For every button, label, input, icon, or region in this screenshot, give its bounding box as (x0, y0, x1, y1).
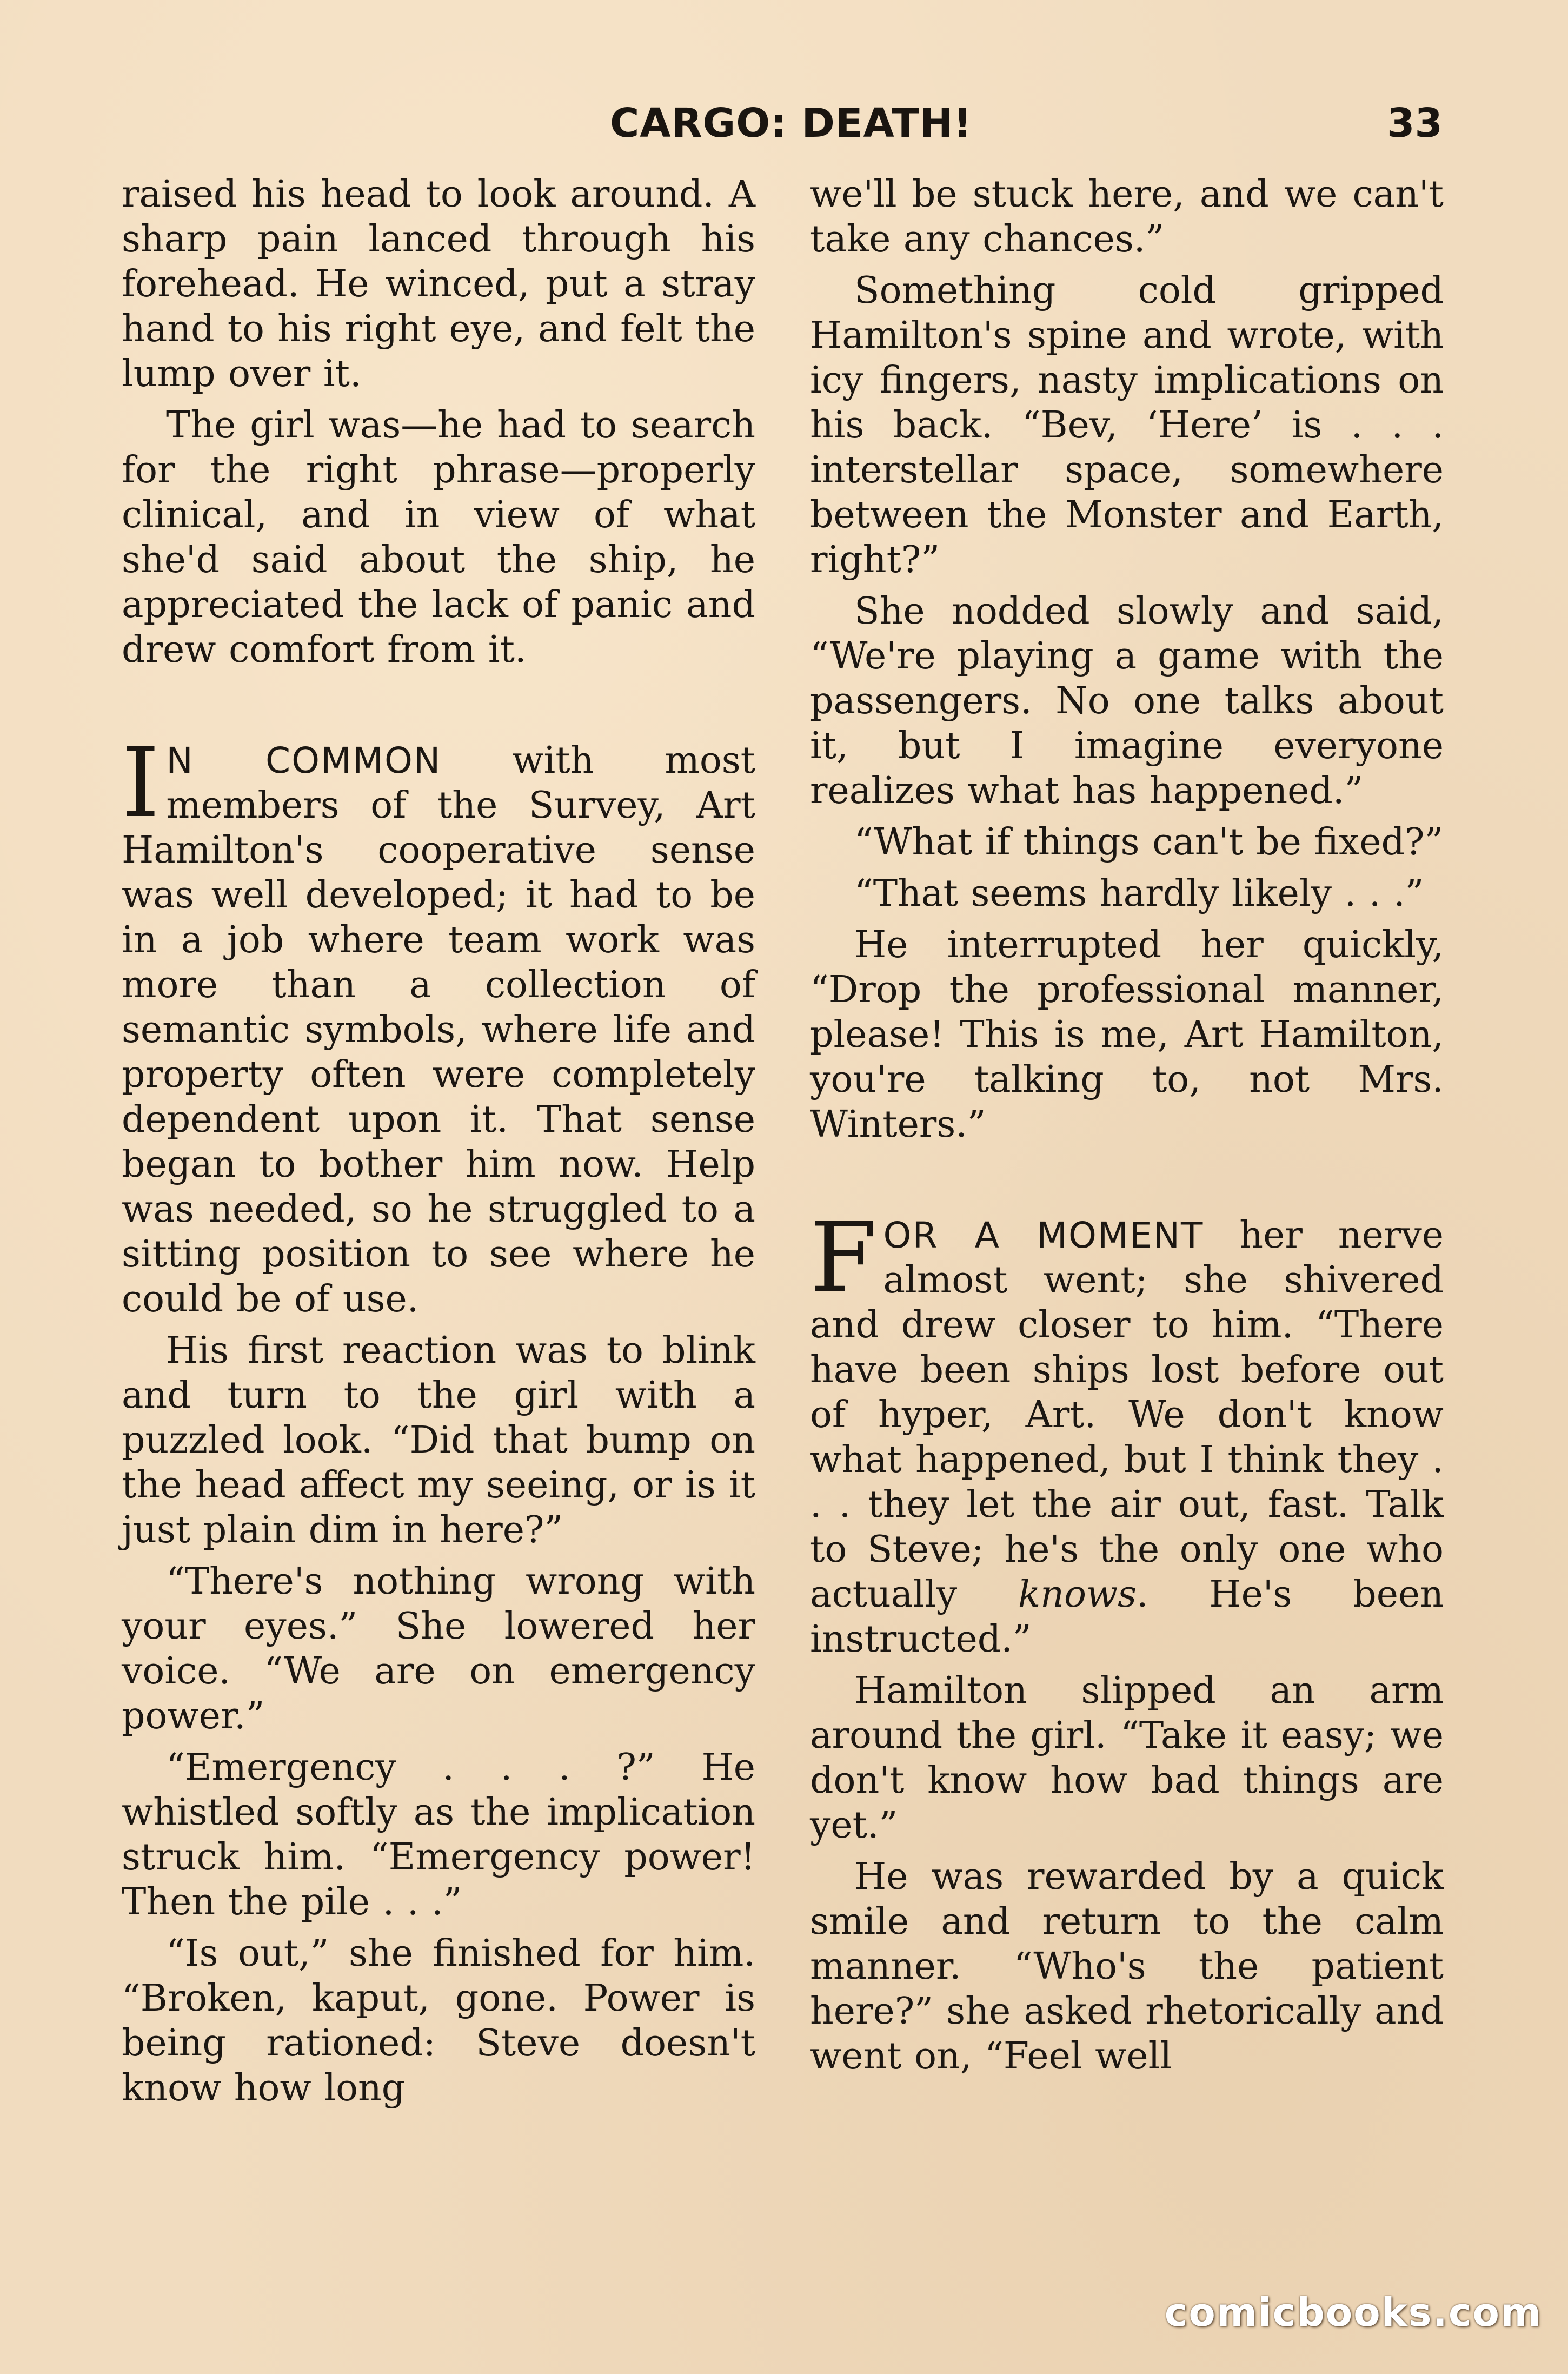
paragraph: “There's nothing wrong with your eyes.” She lowered her voice. “We are on emergency power.” (122, 1560, 755, 1738)
drop-cap: F (810, 1202, 877, 1314)
paragraph: “Is out,” she finished for him. “Broken, kaput, gone. Power is being rationed: Steve doesn't know how long (122, 1932, 755, 2110)
paragraph: Hamilton slipped an arm around the girl. “Take it easy; we don't know how bad things are yet.” (810, 1669, 1444, 1847)
running-title: CARGO: DEATH! (610, 100, 973, 147)
paragraph-text: her nerve almost went; she shivered and drew closer to him. “There have been ships lost before out of hyper, Art. We don't know what happened, but I think they . . . they let the air out, fast. Talk to Steve; he's the only one who actually (810, 1214, 1444, 1616)
paragraph: He interrupted her quickly, “Drop the professional manner, please! This is me, Art Hamilton, you're talking to, not Mrs. Winters.” (810, 924, 1444, 1146)
section-break (122, 679, 755, 738)
watermark: comicbooks.com (1164, 2290, 1542, 2335)
emphasized-word: knows (1018, 1573, 1137, 1616)
paragraph: Something cold gripped Hamilton's spine and wrote, with icy fingers, nasty implications on his back. “Bev, ‘Here’ is . . . interstellar space, somewhere between the Monster and Earth, right?” (810, 269, 1444, 581)
paragraph: “What if things can't be fixed?” (854, 821, 1444, 864)
paragraph: we'll be stuck here, and we can't take any chances.” (810, 173, 1444, 261)
lead-in-caps: N COMMON (166, 740, 442, 781)
paragraph: She nodded slowly and said, “We're playing a game with the passengers. No one talks about it, but I imagine everyone realizes what has happened.” (810, 590, 1444, 812)
section-opening-paragraph (810, 1202, 1444, 1662)
drop-cap: I (122, 727, 160, 839)
paragraph: The girl was—he had to search for the right phrase—properly clinical, and in view of what she'd said about the ship, he appreciated the lack of panic and drew comfort from it. (122, 404, 755, 671)
page-number: 33 (1387, 100, 1443, 147)
paragraph: “Emergency . . . ?” He whistled softly as the implication struck him. “Emergency power! Then the pile . . .” (122, 1746, 755, 1924)
section-opening-paragraph (122, 727, 755, 1322)
paragraph: His first reaction was to blink and turn to the girl with a puzzled look. “Did that bump on the head affect my seeing, or is it just plain dim in here?” (122, 1329, 755, 1551)
lead-in-caps: OR A MOMENT (883, 1215, 1204, 1256)
paragraph: He was rewarded by a quick smile and return to the calm manner. “Who's the patient here?” she asked rhetorically and went on, “Feel well (810, 1855, 1444, 2078)
section-break (810, 1153, 1444, 1213)
right-column (810, 172, 1444, 2085)
paragraph-text: with most members of the Survey, Art Hamilton's cooperative sense was well developed; it had to be in a job where team work was more than a collection of semantic symbols, where life and property often were completely dependent upon it. That sense began to bother him now. Help was needed, so he struggled to a sitting position to see where he could be of use. (122, 739, 755, 1321)
paragraph: raised his head to look around. A sharp pain lanced through his forehead. He winced, put a stray hand to his right eye, and felt the lump over it. (122, 173, 755, 395)
paragraph-text: . He's been instructed.” (810, 1573, 1444, 1661)
left-column (122, 172, 755, 2117)
paragraph: “That seems hardly likely . . .” (854, 872, 1424, 915)
